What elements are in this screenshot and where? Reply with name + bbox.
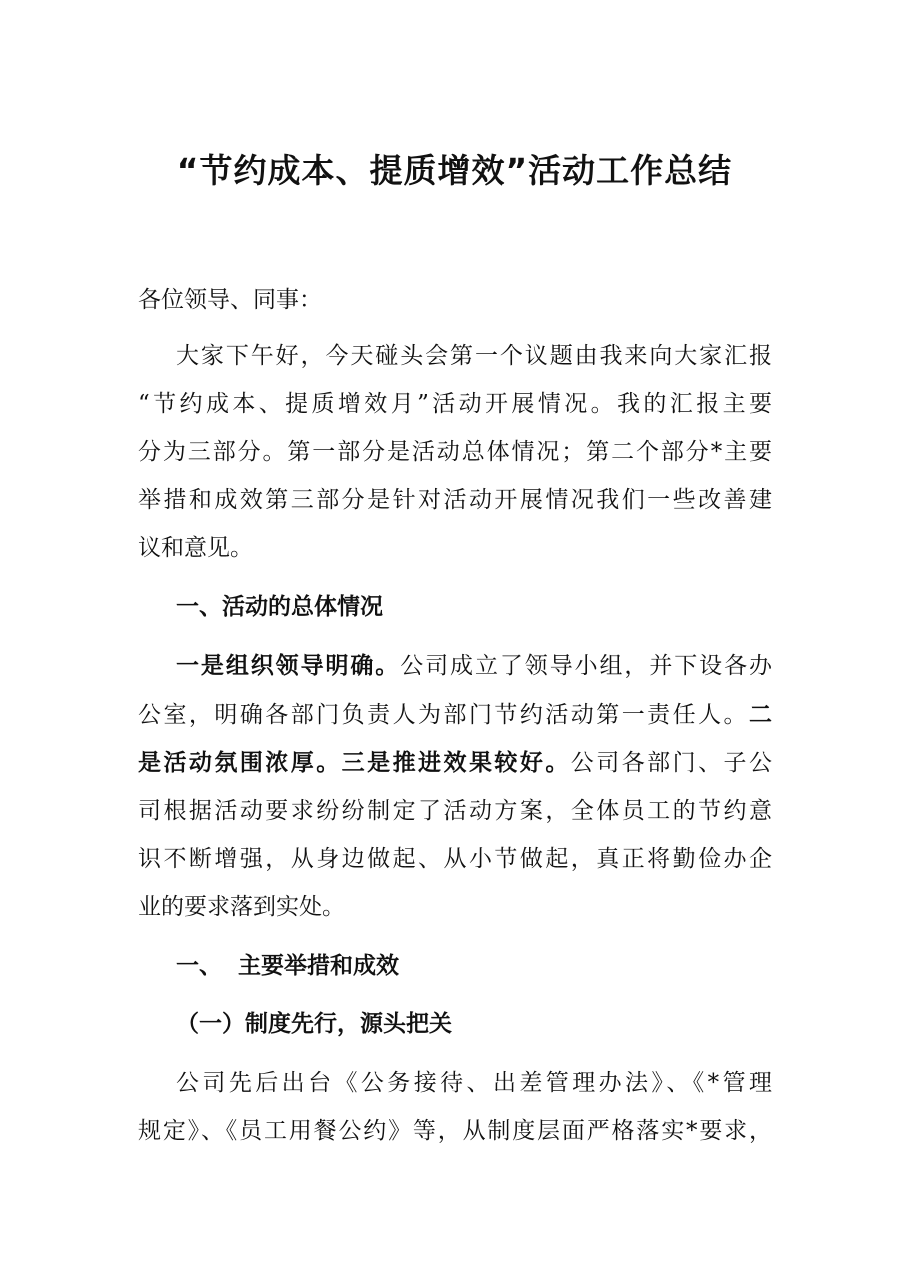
- section1-line-2: [138, 699, 772, 731]
- point-two-three-bold: 是活动氛围浓厚。三是推进效果较好。: [138, 750, 571, 776]
- section1-line-3-text: 公司各部门、子公: [570, 750, 773, 776]
- point-one-text: 公司成立了领导小组，并下设各办: [400, 653, 773, 679]
- intro-line-2: “节约成本、提质增效月”活动开展情况。我的汇报主要: [138, 391, 772, 417]
- subsection1-line-2: 规定》、《员工用餐公约》等，从制度层面严格落实*要求，: [138, 1118, 772, 1144]
- section-heading-measures: 一、 主要举措和成效: [176, 953, 400, 979]
- point-one-bold: 一是组织领导明确。: [176, 653, 401, 679]
- section1-line-5: 识不断增强，从身边做起、从小节做起，真正将勤俭办企: [138, 846, 772, 872]
- section1-line-3: [138, 747, 772, 779]
- section1-line-2-text: 公室，明确各部门负责人为部门节约活动第一责任人。: [138, 702, 749, 728]
- section1-line-4: 司根据活动要求纷纷制定了活动方案，全体员工的节约意: [138, 798, 772, 824]
- section1-line-6: 业的要求落到实处。: [138, 894, 345, 920]
- document-title: “节约成本、提质增效”活动工作总结: [176, 151, 733, 190]
- intro-line-3: 分为三部分。第一部分是活动总体情况；第二个部分*主要: [138, 439, 772, 465]
- salutation: 各位领导、同事：: [138, 287, 322, 313]
- subsection1-line-1: 公司先后出台《公务接待、出差管理办法》、《*管理: [176, 1070, 772, 1096]
- intro-line-4: 举措和成效第三部分是针对活动开展情况我们一些改善建: [138, 487, 772, 513]
- intro-line-1: 大家下午好，今天碰头会第一个议题由我来向大家汇报: [176, 343, 772, 369]
- section1-line-1: [176, 650, 772, 682]
- subsection-heading-system: （一）制度先行，源头把关: [176, 1011, 452, 1037]
- intro-line-5: 议和意见。: [138, 535, 253, 561]
- section-heading-overall: 一、活动的总体情况: [176, 594, 383, 620]
- point-two-bold-start: 二: [749, 702, 772, 728]
